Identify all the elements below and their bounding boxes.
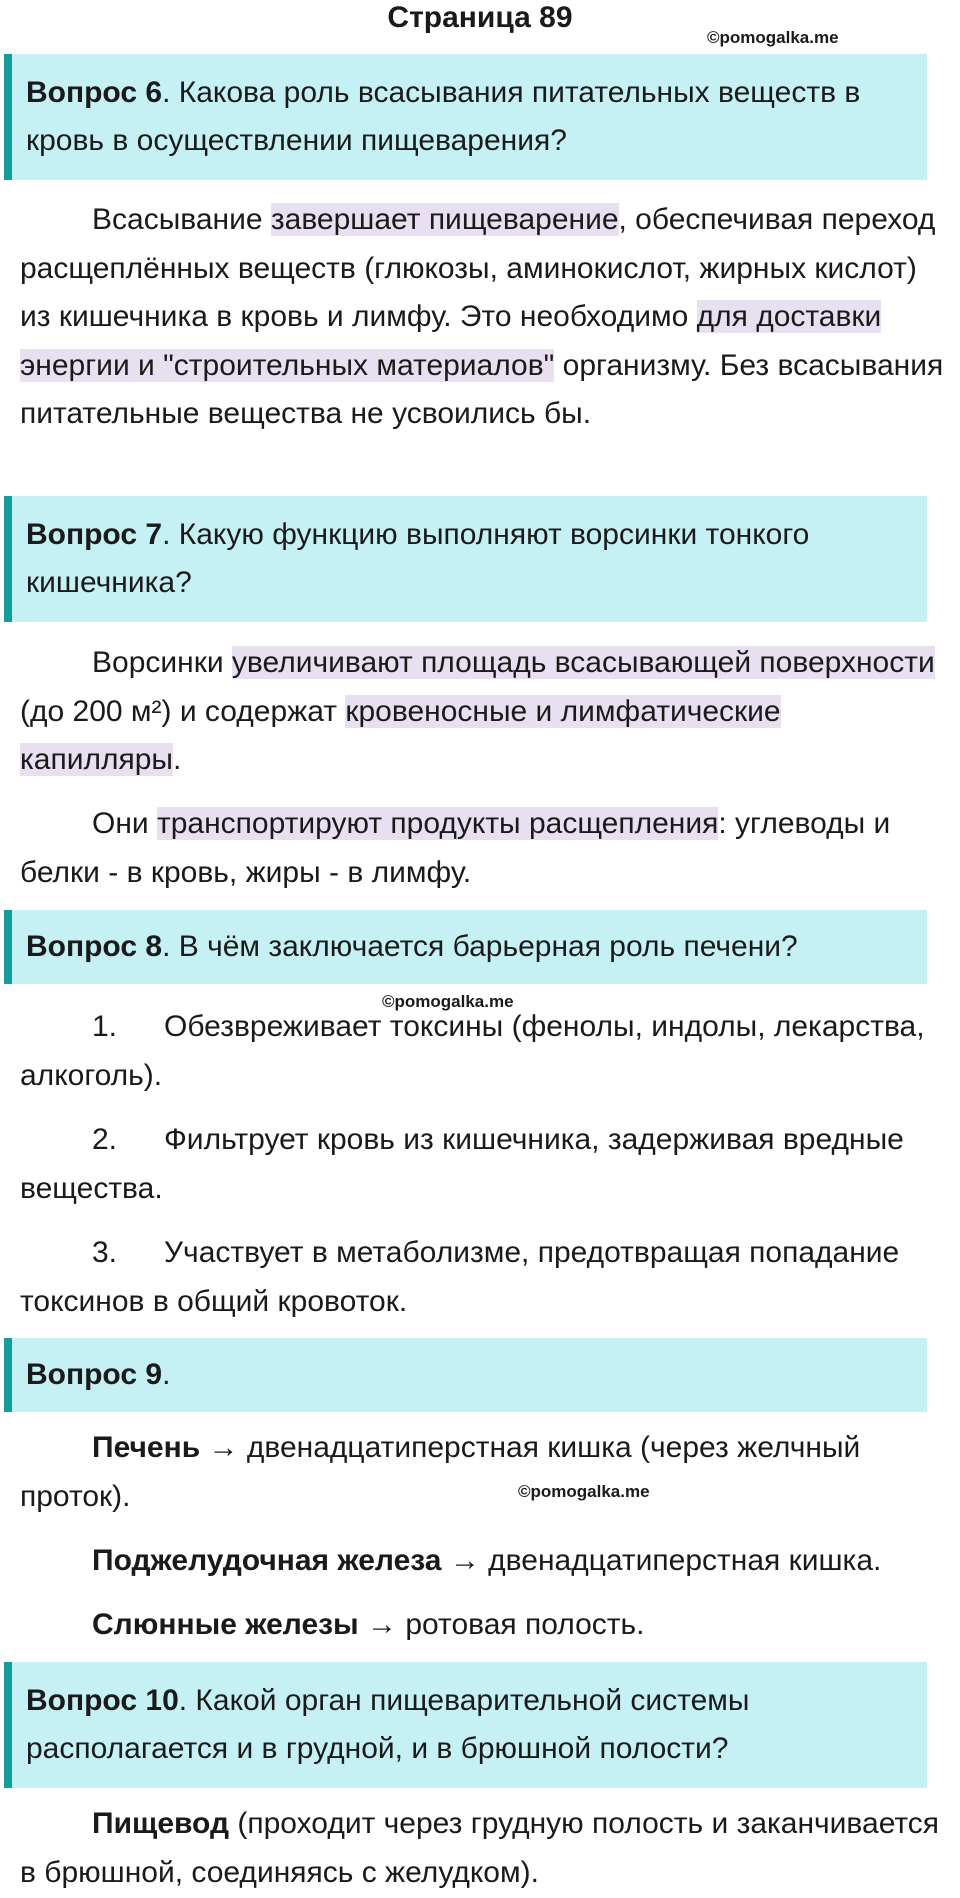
question-10-box (4, 1662, 927, 1788)
answer-10-text: (проходит через грудную полость и заканчивается в брюшной, соединяясь с желудком). (20, 1807, 940, 1889)
answer-6-text: организму. Без всасывания питательные вещества не усвоились бы. (20, 348, 944, 430)
question-6-body: . Какова роль всасывания питательных веществ в кровь в осуществлении пищеварения? (26, 76, 861, 157)
organ-target: двенадцатиперстная кишка. (488, 1544, 882, 1577)
answer-7-paragraph-1 (20, 639, 950, 785)
question-8-box (4, 910, 927, 984)
arrow-icon: → (358, 1608, 406, 1641)
answer-10-organ: Пищевод (92, 1807, 230, 1840)
answer-7-highlight: кровеносные и лимфатические капилляры (20, 694, 781, 776)
question-9-body: . (162, 1358, 171, 1391)
list-item-text: Участвует в метаболизме, предотвращая попадание токсинов в общий кровоток. (20, 1236, 900, 1318)
question-6-box (4, 54, 927, 180)
answer-6-text: Всасывание (92, 203, 271, 236)
answer-9-item-2 (20, 1537, 950, 1586)
watermark: ©pomogalka.me (382, 992, 514, 1011)
organ-name: Печень (92, 1431, 201, 1464)
question-7-body: . Какую функцию выполняют ворсинки тонкого кишечника? (26, 518, 810, 599)
answer-8-item-3 (20, 1229, 950, 1326)
answer-8-item-1 (20, 1003, 950, 1100)
question-8-body: . В чём заключается барьерная роль печени? (162, 930, 798, 963)
arrow-icon: → (200, 1431, 247, 1464)
question-7-label: Вопрос 7 (26, 518, 163, 551)
organ-target: двенадцатиперстная кишка (через желчный проток). (20, 1431, 861, 1513)
answer-6 (20, 196, 950, 439)
answer-9-item-3 (20, 1601, 950, 1650)
question-9-text (26, 1351, 917, 1399)
list-item-text: Обезвреживает токсины (фенолы, индолы, лекарства, алкоголь). (20, 1010, 925, 1092)
list-number: 2. (92, 1123, 118, 1156)
answer-7-highlight: увеличивают площадь всасывающей поверхности (231, 646, 935, 679)
answer-6-highlight: завершает пищеварение (270, 203, 619, 236)
watermark: ©pomogalka.me (707, 28, 839, 47)
organ-name: Поджелудочная железа (92, 1544, 442, 1577)
answer-7-text: Ворсинки (92, 646, 232, 679)
question-8-text (26, 923, 917, 971)
organ-name: Слюнные железы (92, 1608, 359, 1641)
question-10-body: . Какой орган пищеварительной системы располагается и в грудной, и в брюшной полости? (26, 1684, 750, 1765)
list-number: 3. (92, 1236, 118, 1269)
answer-6-text: , обеспечивая переход расщеплённых веществ (глюкозы, аминокислот, жирных кислот) из кишечника в кровь и лимфу. Это необходимо (20, 203, 936, 333)
list-item-text: Фильтрует кровь из кишечника, задерживая вредные вещества. (20, 1123, 904, 1205)
question-8-label: Вопрос 8 (26, 930, 163, 963)
answer-8-item-2 (20, 1116, 950, 1213)
watermark: ©pomogalka.me (518, 1482, 650, 1501)
answer-10 (20, 1800, 950, 1897)
answer-7-text: : углеводы и белки - в кровь, жиры - в лимфу. (20, 807, 891, 889)
question-6-text (26, 69, 917, 165)
organ-target: ротовая полость. (405, 1608, 645, 1641)
question-6-label: Вопрос 6 (26, 76, 163, 109)
answer-7-paragraph-2 (20, 800, 950, 897)
answer-7-text: (до 200 м²) и содержат (20, 694, 346, 728)
question-7-box (4, 496, 927, 622)
question-9-box (4, 1338, 927, 1412)
question-10-label: Вопрос 10 (26, 1684, 179, 1717)
page-title: Страница 89 (387, 1, 573, 34)
list-number: 1. (92, 1010, 118, 1043)
question-10-text (26, 1677, 917, 1773)
answer-7-highlight: транспортируют продукты расщепления (157, 807, 719, 840)
question-9-label: Вопрос 9 (26, 1358, 163, 1391)
answer-7-text: . (172, 743, 182, 776)
arrow-icon: → (441, 1544, 489, 1577)
question-7-text (26, 511, 917, 607)
answer-7-text: Они (92, 807, 157, 840)
answer-6-highlight: для доставки энергии и "строительных материалов" (20, 300, 882, 382)
answer-9-item-1 (20, 1424, 950, 1521)
